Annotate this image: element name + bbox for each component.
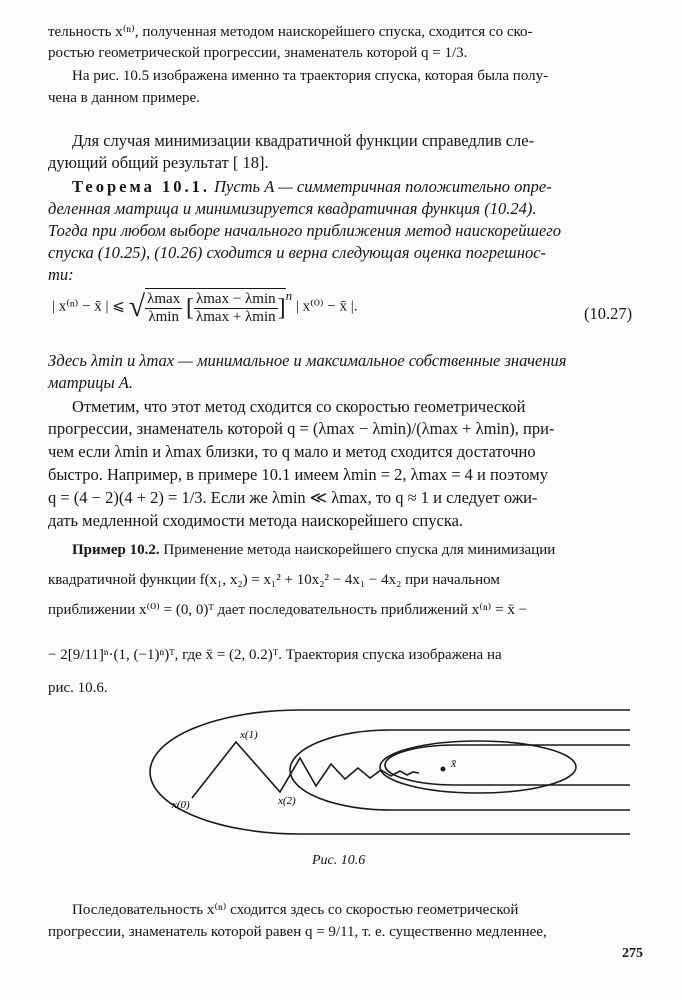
descent-trajectory-figure [0, 700, 682, 840]
label-x2: x(2) [278, 795, 296, 807]
text-line: Для случая минимизации квадратичной функции справедлив сле- [72, 131, 535, 150]
text-line: q = (4 − 2)(4 + 2) = 1/3. Если же λmin ≪ λmax, то q ≈ 1 и следует ожи- [48, 488, 538, 507]
bracket-left: [ [185, 295, 194, 321]
text-line: матрицы A. [48, 373, 133, 392]
fraction-denominator: λmax + λmin [195, 309, 276, 325]
text-line: квадратичной функции f(x₁, x₂) = x₁² + 10x₂² − 4x₁ − 4x₂ при начальном [48, 572, 500, 588]
sqrt-numerator: λmax [147, 291, 181, 307]
formula-exponent: n [285, 288, 293, 303]
text-line: рис. 10.6. [48, 680, 108, 696]
text-line: дующий общий результат [ 18]. [48, 153, 269, 172]
minimum-point [441, 767, 446, 772]
figure-caption: Рис. 10.6 [312, 853, 366, 868]
text-line: прогрессии, знаменатель которой равен q = 9/11, т. е. существенно медленнее, [48, 924, 547, 940]
theorem-text: деленная матрица и минимизируется квадратичная функция (10.24). [48, 199, 537, 218]
error-fraction [194, 291, 278, 326]
equation-number: (10.27) [584, 304, 633, 323]
text-line: дать медленной сходимости метода наискорейшего спуска. [48, 511, 464, 530]
label-x1: x(1) [240, 729, 258, 741]
sqrt-denominator: λmin [148, 309, 179, 325]
trajectory-path [192, 742, 419, 798]
theorem-text: Тогда при любом выборе начального приближения метод наискорейшего [48, 221, 561, 240]
text-line: прогрессии, знаменатель которой q = (λmax − λmin)/(λmax + λmin), при- [48, 419, 555, 438]
theorem-text: спуска (10.25), (10.26) сходится и верна следующая оценка погрешнос- [48, 243, 547, 262]
formula-lhs: | x⁽ⁿ⁾ − x̄ | ⩽ [52, 298, 125, 315]
level-curve-inner [385, 745, 630, 785]
theorem-text: Пусть A — симметричная положительно опре- [214, 177, 552, 196]
sqrt-fraction [145, 291, 182, 326]
text-line: быстро. Например, в примере 10.1 имеем λmin = 2, λmax = 4 и поэтому [48, 465, 548, 484]
label-xbar: x̄ [451, 756, 457, 770]
example-heading [72, 540, 555, 560]
text-line: приближении x⁽⁰⁾ = (0, 0)ᵀ дает последовательность приближений x⁽ⁿ⁾ = x̄ − [48, 602, 528, 618]
formula-10-27 [52, 288, 358, 326]
sqrt-symbol: √ [128, 290, 146, 323]
text-line: ростью геометрической прогрессии, знаменатель которой q = 1/3. [48, 45, 468, 61]
text-line: − 2[9/11]ⁿ·(1, (−1)ⁿ)ᵀ, где x̄ = (2, 0.2)ᵀ. Траектория спуска изображена на [48, 647, 502, 663]
text-line: Последовательность x⁽ⁿ⁾ сходится здесь со скоростью геометрической [72, 902, 519, 918]
bracket-right: ] [277, 295, 286, 321]
formula-rhs: | x⁽⁰⁾ − x̄ |. [295, 298, 358, 315]
theorem-text: ти: [48, 265, 74, 284]
text-line: Здесь λmin и λmax — минимальное и максимальное собственные значения [48, 351, 567, 370]
example-title: Пример 10.2. [72, 542, 160, 558]
example-text: Применение метода наискорейшего спуска для минимизации [163, 542, 556, 558]
fraction-numerator: λmax − λmin [195, 291, 276, 307]
text-line: На рис. 10.5 изображена именно та траектория спуска, которая была полу- [72, 68, 549, 84]
text-line: тельность x⁽ⁿ⁾, полученная методом наискорейшего спуска, сходится со ско- [48, 24, 533, 40]
text-line: чем если λmin и λmax близки, то q мало и метод сходится достаточно [48, 442, 536, 461]
theorem-heading [72, 176, 552, 198]
label-x0: x(0) [172, 799, 190, 811]
text-line: чена в данном примере. [48, 90, 200, 106]
text-line: Отметим, что этот метод сходится со скоростью геометрической [72, 397, 526, 416]
theorem-title: Теорема 10.1. [72, 177, 210, 196]
sqrt-body [145, 288, 286, 326]
page-number: 275 [622, 946, 643, 961]
